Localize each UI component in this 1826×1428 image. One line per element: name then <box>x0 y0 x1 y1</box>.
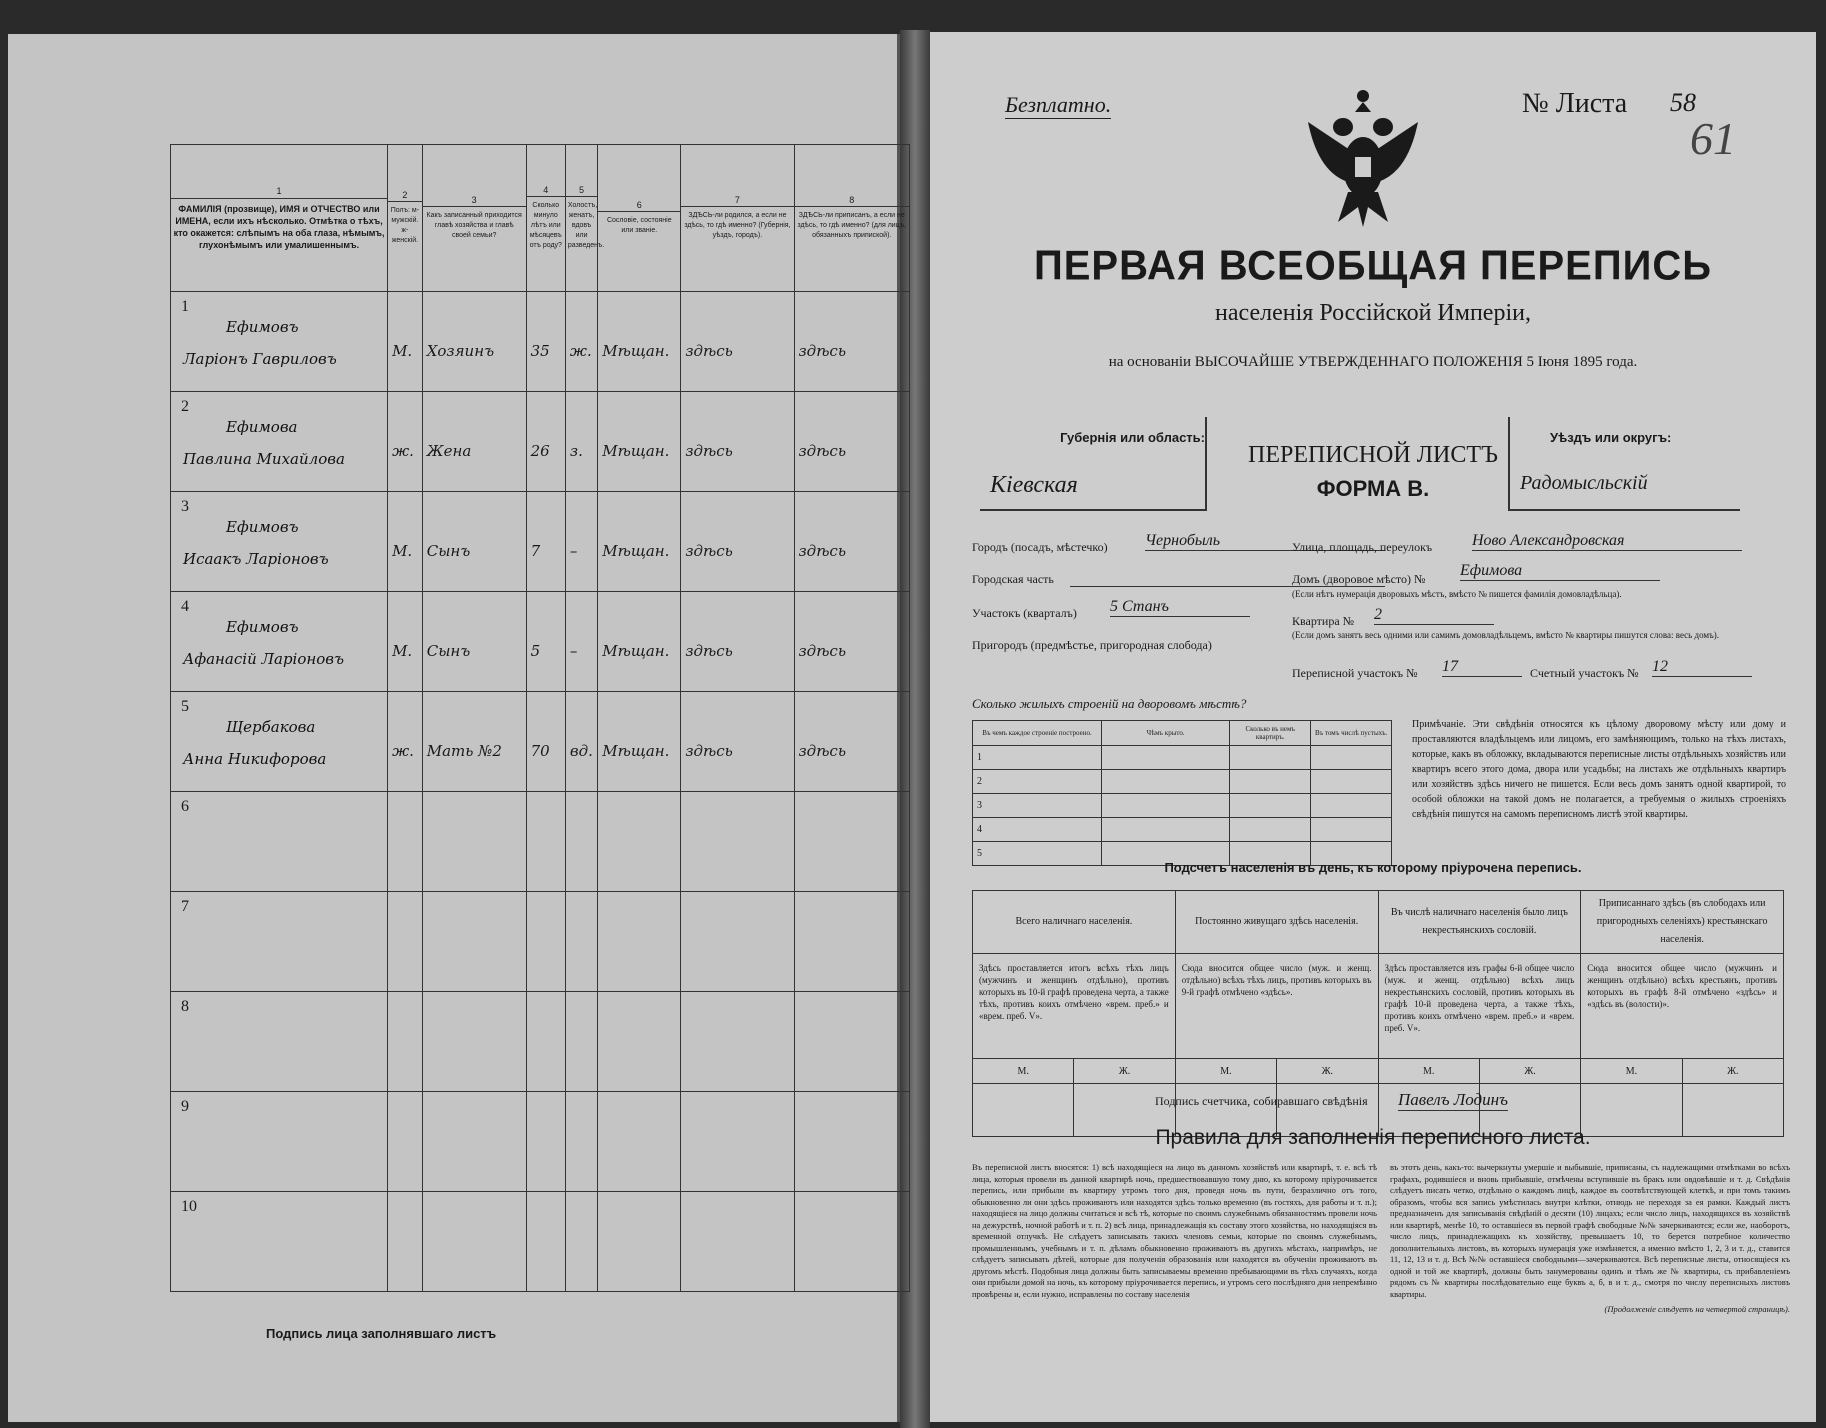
col-header-5 <box>565 145 605 292</box>
city-value: Чернобыль <box>1145 532 1385 551</box>
estate-cell <box>598 792 681 892</box>
col-header-6 <box>598 145 681 292</box>
estate-cell <box>598 892 681 992</box>
buildings-cell: 3 <box>973 794 1102 818</box>
table-row <box>171 492 910 592</box>
sex-cell <box>388 892 423 992</box>
uezd-value: Радомысльскій <box>1520 472 1648 494</box>
population-count-table <box>972 890 1784 1137</box>
col-header-1 <box>171 145 388 292</box>
estate-value: Мѣщан. <box>602 342 670 360</box>
buildings-cell <box>1311 818 1392 842</box>
double-headed-eagle-icon <box>1288 82 1438 232</box>
registered-cell <box>794 292 910 392</box>
registered-cell <box>794 392 910 492</box>
relation-cell <box>422 692 526 792</box>
row-number: 10 <box>181 1198 197 1215</box>
sex-value: М. <box>392 342 413 360</box>
buildings-header: Чѣмъ крыто. <box>1101 721 1229 746</box>
age-cell <box>526 492 565 592</box>
row-number: 4 <box>181 598 189 615</box>
col-number: 1 <box>171 184 387 199</box>
row-number: 5 <box>181 698 189 715</box>
count-header: Всего наличнаго населенія. <box>973 891 1176 954</box>
form-subtitle: ФОРМА В. <box>1316 476 1430 501</box>
main-title: ПЕРВАЯ ВСЕОБЩАЯ ПЕРЕПИСЬ <box>1034 242 1712 290</box>
count-header: Постоянно живущаго здѣсь населенія. <box>1175 891 1378 954</box>
table-row <box>171 892 910 992</box>
col-header-text: ЗДѢСЬ-ли родился, а если не здѣсь, то гдѣ именно? (Губернія, уѣздъ, городъ). <box>684 211 791 239</box>
right-page <box>930 32 1816 1422</box>
registered-cell <box>794 892 910 992</box>
street-label: Улица, площадь, переулокъ <box>1292 540 1433 554</box>
basis-line: на основаніи ВЫСОЧАЙШЕ УТВЕРЖДЕННАГО ПОЛОЖЕНІЯ 5 Іюня 1895 года. <box>1108 354 1638 370</box>
male-column-label: М. <box>1175 1059 1276 1084</box>
sex-value: М. <box>392 542 413 560</box>
age-cell <box>526 592 565 692</box>
born-cell <box>681 592 794 692</box>
buildings-cell <box>1230 818 1311 842</box>
sheet-number-label: № Листа <box>1522 88 1628 119</box>
marital-value: вд. <box>569 742 593 760</box>
age-cell <box>526 792 565 892</box>
marital-value: – <box>569 642 578 660</box>
table-row <box>171 692 910 792</box>
table-row <box>171 792 910 892</box>
buildings-header: Сколько въ немъ квартиръ. <box>1230 721 1311 746</box>
estate-cell <box>598 992 681 1092</box>
relation-cell <box>422 792 526 892</box>
buildings-cell <box>1101 770 1229 794</box>
count-title: Подсчетъ населенія въ день, къ которому пріурочена перепись. <box>1164 860 1582 875</box>
buildings-cell <box>1230 770 1311 794</box>
col-number: 4 <box>527 184 565 197</box>
age-cell <box>526 892 565 992</box>
uezd-label: Уѣздъ или округъ: <box>1550 430 1672 445</box>
estate-value: Мѣщан. <box>602 442 670 460</box>
col-number: 2 <box>388 189 422 202</box>
buildings-header-row <box>973 721 1392 746</box>
name-cell <box>171 792 388 892</box>
col-header-text: Сословіе, состояніе или званіе. <box>606 216 672 234</box>
male-column-label: М. <box>1581 1059 1682 1084</box>
relation-value: Мать №2 <box>426 742 502 760</box>
surname: Ефимовъ <box>226 618 299 636</box>
name-cell <box>171 992 388 1092</box>
name-cell <box>171 1092 388 1192</box>
relation-cell <box>422 392 526 492</box>
counter-signature-value: Павелъ Лодинъ <box>1398 1090 1508 1109</box>
male-column-label: М. <box>973 1059 1074 1084</box>
registered-cell <box>794 492 910 592</box>
estate-cell <box>598 1092 681 1192</box>
col-header-7 <box>681 145 794 292</box>
count-mf-row <box>973 1059 1784 1084</box>
born-value: здѣсь <box>685 742 733 760</box>
row-number: 8 <box>181 998 189 1015</box>
age-value: 7 <box>530 542 541 560</box>
guberniya-value: Кіевская <box>990 472 1078 498</box>
registered-cell <box>794 1092 910 1192</box>
relation-value: Жена <box>426 442 472 460</box>
sex-cell <box>388 492 423 592</box>
estate-cell <box>598 292 681 392</box>
relation-value: Сынъ <box>426 642 471 660</box>
born-cell <box>681 292 794 392</box>
col-number: 7 <box>681 194 793 207</box>
buildings-cell: 1 <box>973 746 1102 770</box>
age-cell <box>526 992 565 1092</box>
born-value: здѣсь <box>685 642 733 660</box>
col-header-text: Сколько минуло лѣтъ или мѣсяцевъ отъ роду? <box>529 201 562 249</box>
name-cell <box>171 692 388 792</box>
header-row <box>171 145 910 292</box>
marital-value: – <box>569 542 578 560</box>
marital-cell <box>565 492 597 592</box>
table-row <box>171 292 910 392</box>
age-cell <box>526 392 565 492</box>
born-cell <box>681 692 794 792</box>
estate-cell <box>598 692 681 792</box>
sex-value: ж. <box>392 442 414 460</box>
registered-cell <box>794 792 910 892</box>
buildings-row <box>973 746 1392 770</box>
age-cell <box>526 1092 565 1192</box>
house-value: Ефимова <box>1460 562 1660 581</box>
col-number: 6 <box>598 199 680 212</box>
relation-value: Сынъ <box>426 542 471 560</box>
buildings-cell <box>1311 770 1392 794</box>
marital-cell <box>565 692 597 792</box>
registered-cell <box>794 1192 910 1292</box>
apartment-note: (Если домъ занятъ весь одними или самимъ домовладѣльцемъ, вмѣсто № квартиры пишутся слова: весь домъ). <box>1292 630 1720 640</box>
sex-cell <box>388 992 423 1092</box>
name-cell <box>171 892 388 992</box>
row-number: 7 <box>181 898 189 915</box>
marital-value: з. <box>569 442 583 460</box>
marital-cell <box>565 392 597 492</box>
left-page <box>8 34 907 1422</box>
count-desc-row <box>973 954 1784 1059</box>
buildings-cell <box>1101 818 1229 842</box>
col-header-2 <box>388 145 423 292</box>
born-cell <box>681 892 794 992</box>
col-header-text: ЗДѢСЬ-ли приписанъ, а если не здѣсь, то гдѣ именно? (для лицъ, обязанныхъ припиской). <box>797 211 907 239</box>
count-description: Сюда вносится общее число (муж. и женщ. отдѣльно) всѣхъ тѣхъ лицъ, противъ которыхъ въ 9-й графѣ отмѣчено «здѣсь». <box>1175 954 1378 1059</box>
sex-cell <box>388 392 423 492</box>
col-header-text: ФАМИЛІЯ (прозвище), ИМЯ и ОТЧЕСТВО или ИМЕНА, если ихъ нѣсколько. Отмѣтка о тѣхъ, кто окажется: слѣпымъ на оба глаза, нѣмымъ, глухонѣмымъ или умалишеннымъ. <box>173 203 385 250</box>
buildings-cell: 2 <box>973 770 1102 794</box>
suburb-label: Пригородъ (предмѣстье, пригородная слобода) <box>972 638 1212 652</box>
col-number: 5 <box>566 184 597 197</box>
buildings-header: Въ томъ числѣ пустыхъ. <box>1311 721 1392 746</box>
sex-cell <box>388 692 423 792</box>
registered-value: здѣсь <box>798 542 846 560</box>
age-cell <box>526 1192 565 1292</box>
buildings-cell <box>1230 794 1311 818</box>
row-number: 6 <box>181 798 189 815</box>
name-cell <box>171 292 388 392</box>
relation-cell <box>422 992 526 1092</box>
estate-value: Мѣщан. <box>602 742 670 760</box>
buildings-row <box>973 818 1392 842</box>
buildings-row <box>973 794 1392 818</box>
registered-value: здѣсь <box>798 742 846 760</box>
count-header: Приписаннаго здѣсь (въ слободахъ или пригородныхъ селеніяхъ) крестьянскаго населенія. <box>1581 891 1784 954</box>
sex-value: М. <box>392 642 413 660</box>
buildings-cell <box>1101 746 1229 770</box>
relation-cell <box>422 292 526 392</box>
house-label: Домъ (дворовое мѣсто) № <box>1292 572 1426 586</box>
registered-cell <box>794 692 910 792</box>
sex-value: ж. <box>392 742 414 760</box>
relation-value: Хозяинъ <box>426 342 495 360</box>
street-value: Ново Александровская <box>1472 532 1742 551</box>
age-value: 35 <box>530 342 550 360</box>
col-header-8 <box>794 145 910 292</box>
marital-cell <box>565 1192 597 1292</box>
table-row <box>171 392 910 492</box>
buildings-cell <box>1311 794 1392 818</box>
registered-cell <box>794 992 910 1092</box>
apartment-value: 2 <box>1374 606 1494 625</box>
count-description: Здѣсь проставляется итогъ всѣхъ тѣхъ лицъ (мужчинъ и женщинъ отдѣльно), противъ которыхъ въ 10-й графѣ проведена черта, а также тѣхъ, противъ коихъ отмѣчено «врем. преб.» и «врем. преб. V». <box>973 954 1176 1059</box>
census-section-value: 17 <box>1442 658 1522 677</box>
sex-cell <box>388 592 423 692</box>
given-name: Анна Никифорова <box>183 750 327 768</box>
note-text: Примѣчаніе. Эти свѣдѣнія относятся къ цѣлому дворовому мѣсту или дому и проставляются владѣльцемъ или лицомъ, его замѣняющимъ, только на тѣхъ листахъ, которые, какъ въ обложку, вкладываются переписные листы отдѣльныхъ хозяйствъ или квартиръ всего этого дома, двора или усадьбы; на листахъ же отдѣльныхъ квартиръ или хозяйствъ здѣсь ничего не пишется. Если весь домъ занятъ одной квартирой, то особой обложки на такой домъ не полагается, а требуемыя о жилыхъ строеніяхъ свѣдѣнія пишутся на самомъ переписномъ листѣ этой квартиры. <box>1412 719 1786 820</box>
count-description: Сюда вносится общее число (мужчинъ и женщинъ отдѣльно) всѣхъ крестьянъ, противъ которыхъ въ графѣ 8-й отмѣчено «здѣсь» и «здѣсь въ (волости)». <box>1581 954 1784 1059</box>
estate-value: Мѣщан. <box>602 642 670 660</box>
given-name: Исаакъ Ларіоновъ <box>183 550 329 568</box>
col-number: 3 <box>423 194 526 207</box>
estate-cell <box>598 592 681 692</box>
marital-cell <box>565 792 597 892</box>
born-cell <box>681 1092 794 1192</box>
born-cell <box>681 392 794 492</box>
age-value: 5 <box>530 642 541 660</box>
buildings-cell <box>1101 794 1229 818</box>
age-cell <box>526 692 565 792</box>
count-header-row <box>973 891 1784 954</box>
female-column-label: Ж. <box>1479 1059 1580 1084</box>
registered-cell <box>794 592 910 692</box>
row-number: 2 <box>181 398 189 415</box>
col-header-4 <box>526 145 565 292</box>
given-name: Ларіонъ Гавриловъ <box>183 350 337 368</box>
sex-cell <box>388 1192 423 1292</box>
census-body <box>171 292 910 1292</box>
table-row <box>171 1192 910 1292</box>
age-cell <box>526 292 565 392</box>
table-row <box>171 592 910 692</box>
born-cell <box>681 1192 794 1292</box>
table-row <box>171 992 910 1092</box>
relation-cell <box>422 1092 526 1192</box>
col-number: 8 <box>795 194 910 207</box>
rules-continued: (Продолженіе слѣдуетъ на четвертой страницѣ). <box>1604 1304 1790 1314</box>
guberniya-label: Губернія или область: <box>1060 430 1205 445</box>
apartment-label: Квартира № <box>1292 614 1355 628</box>
sex-cell <box>388 792 423 892</box>
given-name: Павлина Михайлова <box>183 450 345 468</box>
born-cell <box>681 792 794 892</box>
sheet-number-value: 58 <box>1670 88 1696 117</box>
relation-cell <box>422 892 526 992</box>
buildings-cell: 5 <box>973 842 1102 866</box>
born-value: здѣсь <box>685 342 733 360</box>
section-value: 5 Станъ <box>1110 598 1250 617</box>
buildings-question: Сколько жилыхъ строеній на дворовомъ мѣстѣ? <box>972 696 1247 711</box>
sex-cell <box>388 292 423 392</box>
relation-cell <box>422 492 526 592</box>
col-header-3 <box>422 145 526 292</box>
given-name: Афанасій Ларіоновъ <box>183 650 345 668</box>
count-header: Въ числѣ наличнаго населенія было лицъ некрестьянскихъ сословій. <box>1378 891 1581 954</box>
male-column-label: М. <box>1378 1059 1479 1084</box>
marital-value: ж. <box>569 342 592 360</box>
marital-cell <box>565 292 597 392</box>
estate-value: Мѣщан. <box>602 542 670 560</box>
signature-label: Подпись лица заполнявшаго листъ <box>266 1326 497 1341</box>
city-part-label: Городская часть <box>972 572 1054 586</box>
born-value: здѣсь <box>685 442 733 460</box>
house-note: (Если нѣтъ нумерація дворовыхъ мѣстъ, вмѣсто № пишется фамилія домовладѣльца). <box>1292 589 1622 599</box>
surname: Ефимова <box>226 418 298 436</box>
estate-cell <box>598 392 681 492</box>
row-number: 9 <box>181 1098 189 1115</box>
female-column-label: Ж. <box>1277 1059 1378 1084</box>
free-label: Безплатно. <box>1005 92 1112 117</box>
born-cell <box>681 492 794 592</box>
estate-cell <box>598 1192 681 1292</box>
buildings-body <box>973 746 1392 866</box>
age-value: 70 <box>530 742 550 760</box>
relation-cell <box>422 592 526 692</box>
name-cell <box>171 592 388 692</box>
born-value: здѣсь <box>685 542 733 560</box>
marital-cell <box>565 1092 597 1192</box>
row-number: 3 <box>181 498 189 515</box>
row-number: 1 <box>181 298 189 315</box>
rules-right-column <box>1390 1162 1790 1316</box>
surname: Ефимовъ <box>226 318 299 336</box>
sex-cell <box>388 1092 423 1192</box>
count-section-label: Счетный участокъ № <box>1530 666 1639 680</box>
rules-left-column: Въ переписной листъ вносятся: 1) всѣ находящіеся на лицо въ данномъ хозяйствѣ или квартирѣ, т. е. всѣ тѣ лица, которыя провели въ данной квартирѣ ночь, предшествовавшую тому дню, къ которому пріурочивается перепись, или прибыли въ квартиру утромъ того дня, проведя ночь въ пути, безразлично отъ того, обыкновенно ли они здѣсь проживаютъ или находятся здѣсь только временно (въ гостяхъ, для работы и т. п.); находящіеся на лицо должны считаться и всѣ тѣ, которые по своимъ служебнымъ обязанностямъ провели ночь на дежурствѣ, ночной работѣ и т. п. 2) всѣ лица, принадлежащія къ составу этого хозяйства, но находящіяся въ временной отлучкѣ. Не слѣдуетъ записывать такихъ членовъ семьи, которые по своимъ служебнымъ, промышленнымъ, учебнымъ и т. п. дѣламъ обыкновенно проживаютъ въ другихъ мѣстахъ, напримѣръ, не слѣдуетъ записывать дѣтей, которые для полученія образованія или находятся въ обученіи проживаютъ въ другомъ мѣстѣ. Подобныя лица должны быть записываемы временно пребывающими въ тѣхъ случаяхъ, когда они прибыли домой на ночь, къ которому пріурочивается перепись, и утромъ сего послѣдняго дня непремѣнно провѣрены и, если нужно, исправлены по составу населенія <box>972 1162 1377 1299</box>
col-header-text: Какъ записанный приходится главѣ хозяйства и главѣ своей семьи? <box>426 211 522 239</box>
rules-title: Правила для заполненія переписного листа. <box>1155 1126 1591 1149</box>
female-column-label: Ж. <box>1682 1059 1783 1084</box>
registered-value: здѣсь <box>798 442 846 460</box>
col-header-text: Холостъ, женатъ, вдовъ или разведенъ. <box>567 201 605 249</box>
buildings-row <box>973 770 1392 794</box>
name-cell <box>171 492 388 592</box>
sheet-corner-number: 61 <box>1690 113 1736 164</box>
counter-signature-label: Подпись счетчика, собиравшаго свѣдѣнія <box>1155 1094 1368 1108</box>
marital-cell <box>565 992 597 1092</box>
census-table <box>170 144 910 1292</box>
name-cell <box>171 392 388 492</box>
rules-right-text: въ этотъ день, какъ-то: вычеркнуты умершіе и выбывшіе, приписаны, съ надлежащими отмѣтками во всѣхъ графахъ, родившіеся и вновь прибывшіе, отмѣчены вступившіе въ бракъ или овдовѣвшіе и т. д. Свѣдѣнія слѣдуетъ писать четко, отдѣльно о каждомъ лицѣ, каждое въ соотвѣтствующей клеткѣ, и при томъ такимъ образомъ, чтобы вся запись умѣстилась внутри клѣтки, отнюдь не переходя за ея рамки. Каждый листъ предназначенъ для записыванія свѣдѣній о десяти (10) лицахъ; если число лицъ, находящихся въ хозяйствѣ или квартирѣ, менѣе 10, то оставшіеся въ первой графѣ свободные №№ зачеркиваются; если же, наоборотъ, число лицъ, принадлежащихъ къ хозяйству, превышаетъ 10, то берется потребное количество дополнительныхъ листовъ, въ которыхъ нумерація уже измѣняется, а именно вмѣсто 1, 2, 3 и т. д., ставится 11, 12, 13 и т. д. Всѣ №№ оставшіеся свободными—зачеркиваются. Всѣ переписные листы, относящіеся къ одной и той же квартирѣ, должны быть занумерованы одинъ и тѣмъ же № квартиры, съ прибавленіемъ рядомъ съ № квартиры послѣдовательно еще буквъ а, б, в и т. д., смотря по числу переписныхъ листовъ квартиры. <box>1390 1162 1790 1299</box>
surname: Ефимовъ <box>226 518 299 536</box>
name-cell <box>171 1192 388 1292</box>
col-header-text: Полъ: м-мужскій. ж-женскій. <box>390 206 420 244</box>
buildings-table <box>972 720 1392 866</box>
buildings-cell: 4 <box>973 818 1102 842</box>
born-cell <box>681 992 794 1092</box>
census-section-label: Переписной участокъ № <box>1292 666 1418 680</box>
form-title: ПЕРЕПИСНОЙ ЛИСТЪ <box>1248 442 1498 468</box>
buildings-cell <box>1230 746 1311 770</box>
count-section-value: 12 <box>1652 658 1752 677</box>
buildings-header: Въ чемъ каждое строеніе построено. <box>973 721 1102 746</box>
female-column-label: Ж. <box>1074 1059 1175 1084</box>
city-label: Городъ (посадъ, мѣстечко) <box>972 540 1108 554</box>
marital-cell <box>565 892 597 992</box>
count-description: Здѣсь проставляется изъ графы 6-й общее число (муж. и женщ. отдѣльно) всѣхъ лицъ некрестьянскихъ сословій, противъ которыхъ въ графѣ 10-й проведена черта, а также тѣхъ, противъ коихъ отмѣчено «врем. преб.» и «врем. преб. V». <box>1378 954 1581 1059</box>
buildings-cell <box>1311 746 1392 770</box>
section-label: Участокъ (кварталъ) <box>972 606 1077 620</box>
marital-cell <box>565 592 597 692</box>
age-value: 26 <box>530 442 550 460</box>
registered-value: здѣсь <box>798 642 846 660</box>
subtitle: населенія Россійской Имперіи, <box>1215 300 1531 326</box>
estate-cell <box>598 492 681 592</box>
registered-value: здѣсь <box>798 342 846 360</box>
surname: Щербакова <box>226 718 316 736</box>
relation-cell <box>422 1192 526 1292</box>
table-row <box>171 1092 910 1192</box>
